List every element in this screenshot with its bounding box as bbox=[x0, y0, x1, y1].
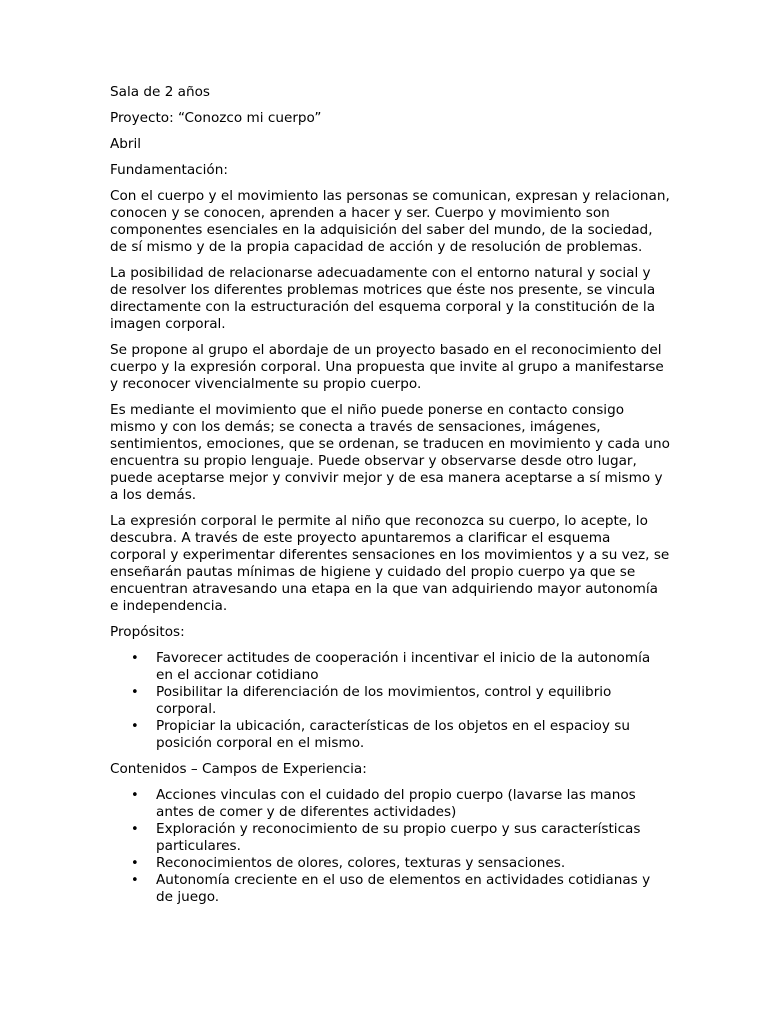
list-item-text: Propiciar la ubicación, características de los objetos en el espacioy su posición corporal en el mismo. bbox=[156, 718, 630, 751]
paragraph: La expresión corporal le permite al niño que reconozca su cuerpo, lo acepte, lo descubra. A través de este proyecto apuntaremos a clarificar el esquema corporal y experimentar diferentes sensaciones en los movimientos y a su vez, se enseñarán pautas mínimas de higiene y cuidado del propio cuerpo ya que se encuentran atravesando una etapa en la que van adquiriendo mayor autonomía e independencia. bbox=[110, 513, 670, 614]
paragraph: Con el cuerpo y el movimiento las personas se comunican, expresan y relacionan, conocen y se conocen, aprenden a hacer y ser. Cuerpo y movimiento son componentes esenciales en la adquisición del saber del mundo, de la sociedad, de sí mismo y de la propia capacidad de acción y de resolución de problemas. bbox=[110, 188, 670, 255]
bullet-icon: • bbox=[131, 685, 139, 700]
bullet-icon: • bbox=[131, 873, 139, 888]
list-item bbox=[131, 872, 670, 906]
propositos-heading: Propósitos: bbox=[110, 624, 185, 640]
bullet-icon: • bbox=[131, 719, 139, 734]
list-item-text: Autonomía creciente en el uso de elementos en actividades cotidianas y de juego. bbox=[156, 872, 651, 905]
bullet-icon: • bbox=[131, 856, 139, 871]
list-item-text: Acciones vinculas con el cuidado del propio cuerpo (lavarse las manos antes de comer y de diferentes actividades) bbox=[156, 787, 636, 820]
paragraph: Es mediante el movimiento que el niño puede ponerse en contacto consigo mismo y con los demás; se conecta a través de sensaciones, imágenes, sentimientos, emociones, que se ordenan, se traducen en movimiento y cada uno encuentra su propio lenguaje. Puede observar y observarse desde otro lugar, puede aceptarse mejor y convivir mejor y de esa manera aceptarse a sí mismo y a los demás. bbox=[110, 402, 670, 503]
document-page bbox=[110, 84, 670, 915]
paragraph: Se propone al grupo el abordaje de un proyecto basado en el reconocimiento del cuerpo y la expresión corporal. Una propuesta que invite al grupo a manifestarse y reconocer vivencialmente su propio cuerpo. bbox=[110, 342, 664, 392]
list-item bbox=[131, 821, 670, 855]
list-item-text: Reconocimientos de olores, colores, texturas y sensaciones. bbox=[156, 855, 566, 871]
contenidos-heading: Contenidos – Campos de Experiencia: bbox=[110, 761, 367, 777]
list-item bbox=[131, 718, 670, 752]
project-title: Proyecto: “Conozco mi cuerpo” bbox=[110, 110, 322, 126]
month-label: Abril bbox=[110, 136, 142, 152]
bullet-icon: • bbox=[131, 788, 139, 803]
contenidos-list bbox=[110, 787, 670, 906]
list-item-text: Posibilitar la diferenciación de los movimientos, control y equilibrio corporal. bbox=[156, 684, 612, 717]
bullet-icon: • bbox=[131, 822, 139, 837]
list-item bbox=[131, 787, 670, 821]
list-item bbox=[131, 855, 670, 872]
list-item-text: Exploración y reconocimiento de su propio cuerpo y sus características particulares. bbox=[156, 821, 641, 854]
list-item bbox=[131, 650, 670, 684]
list-item bbox=[131, 684, 670, 718]
fundamentacion-heading: Fundamentación: bbox=[110, 162, 228, 178]
list-item-text: Favorecer actitudes de cooperación i incentivar el inicio de la autonomía en el accionar cotidiano bbox=[156, 650, 651, 683]
paragraph: La posibilidad de relacionarse adecuadamente con el entorno natural y social y de resolver los diferentes problemas motrices que éste nos presente, se vincula directamente con la estructuración del esquema corporal y la constitución de la imagen corporal. bbox=[110, 265, 656, 332]
bullet-icon: • bbox=[131, 651, 139, 666]
class-label: Sala de 2 años bbox=[110, 84, 211, 100]
propositos-list bbox=[110, 650, 670, 752]
